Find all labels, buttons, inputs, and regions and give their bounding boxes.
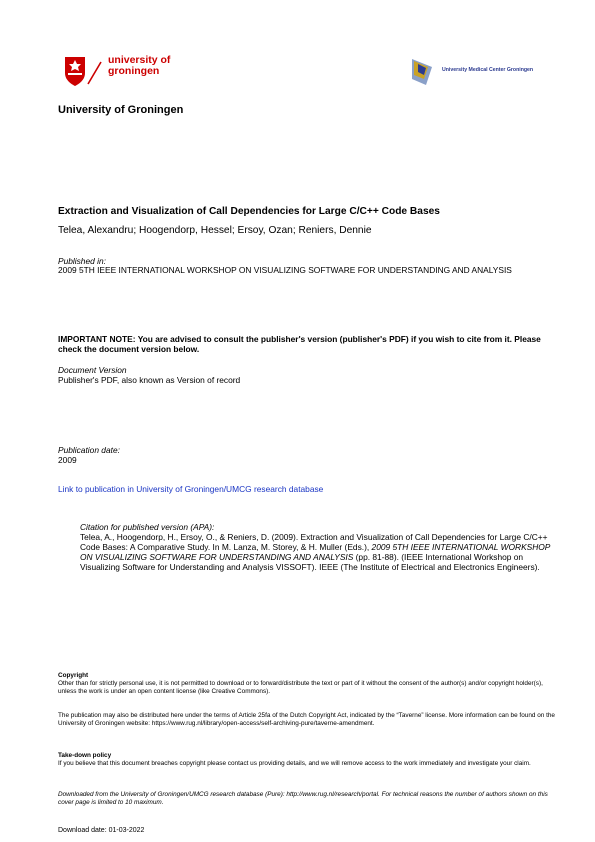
publication-date-value: 2009: [58, 455, 77, 465]
rug-crest-icon: [62, 54, 102, 88]
takedown-heading: Take-down policy: [58, 752, 112, 759]
logo-line-2: groningen: [108, 65, 160, 77]
download-date: Download date: 01-03-2022: [58, 827, 145, 834]
umcg-logo-text: University Medical Center Groningen: [442, 67, 534, 73]
important-note: IMPORTANT NOTE: You are advised to consult the publisher's version (publisher's PDF) if you wish to cite from it. Please check the document version below.: [58, 334, 541, 354]
downloaded-from: Downloaded from the University of Groningen/UMCG research database (Pure): http://www.rug.nl/research/portal. For technical reasons the number of authors shown on this cover page is limited to 10 maximum.: [58, 791, 548, 806]
distribution-notice: The publication may also be distributed here under the terms of Article 25fa of the Dutch Copyright Act, indicated by the “Taverne” license. More information can be found on the University of Groningen website: https://www.rug.nl/library/open-access/self-archiving-pure/taverne-amendment.: [58, 712, 555, 727]
umcg-emblem-icon: [408, 55, 440, 89]
published-in-label: Published in:: [58, 256, 106, 266]
citation-text: [80, 532, 558, 572]
university-of-groningen-logo[interactable]: [62, 54, 172, 88]
citation-label: Citation for published version (APA):: [80, 522, 215, 532]
document-version-label: Document Version: [58, 365, 127, 375]
copyright-heading: Copyright: [58, 672, 89, 679]
citation-part-2: 2009 5TH IEEE INTERNATIONAL WORKSHOP ON VISUALIZING SOFTWARE FOR UNDERSTANDING AND ANALYSIS: [80, 542, 551, 562]
umcg-logo[interactable]: [408, 55, 548, 89]
citation-part-1: Telea, A., Hoogendorp, H., Ersoy, O., & Reniers, D. (2009). Extraction and Visualization of Call Dependencies for Large C/C++ Code Bases: A Comparative Study. In M. Lanza, M. Storey, & H. Muller (Eds.),: [80, 532, 548, 552]
publication-date-label: Publication date:: [58, 445, 120, 455]
paper-title: Extraction and Visualization of Call Dependencies for Large C/C++ Code Bases: [58, 206, 440, 217]
takedown-body: If you believe that this document breaches copyright please contact us providing details, and we will remove access to the work immediately and investigate your claim.: [58, 760, 531, 767]
publication-link[interactable]: Link to publication in University of Groningen/UMCG research database: [58, 484, 324, 494]
document-version-value: Publisher's PDF, also known as Version of record: [58, 375, 241, 385]
institution-name: University of Groningen: [58, 104, 184, 116]
published-in-value: 2009 5TH IEEE INTERNATIONAL WORKSHOP ON VISUALIZING SOFTWARE FOR UNDERSTANDING AND ANALYSIS: [58, 265, 512, 275]
logo-line-1: university of: [108, 54, 171, 66]
citation-part-3: (pp. 81-88). (IEEE International Workshop on Visualizing Software for Understanding and Analysis VISSOFT). IEEE (The Institute of Electrical and Electronics Engineers).: [80, 552, 540, 572]
paper-authors: Telea, Alexandru; Hoogendorp, Hessel; Ersoy, Ozan; Reniers, Dennie: [58, 225, 372, 236]
copyright-body: Other than for strictly personal use, it is not permitted to download or to forward/distribute the text or part of it without the consent of the author(s) and/or copyright holder(s), unless the work is under an open content license (like Creative Commons).: [58, 680, 543, 695]
